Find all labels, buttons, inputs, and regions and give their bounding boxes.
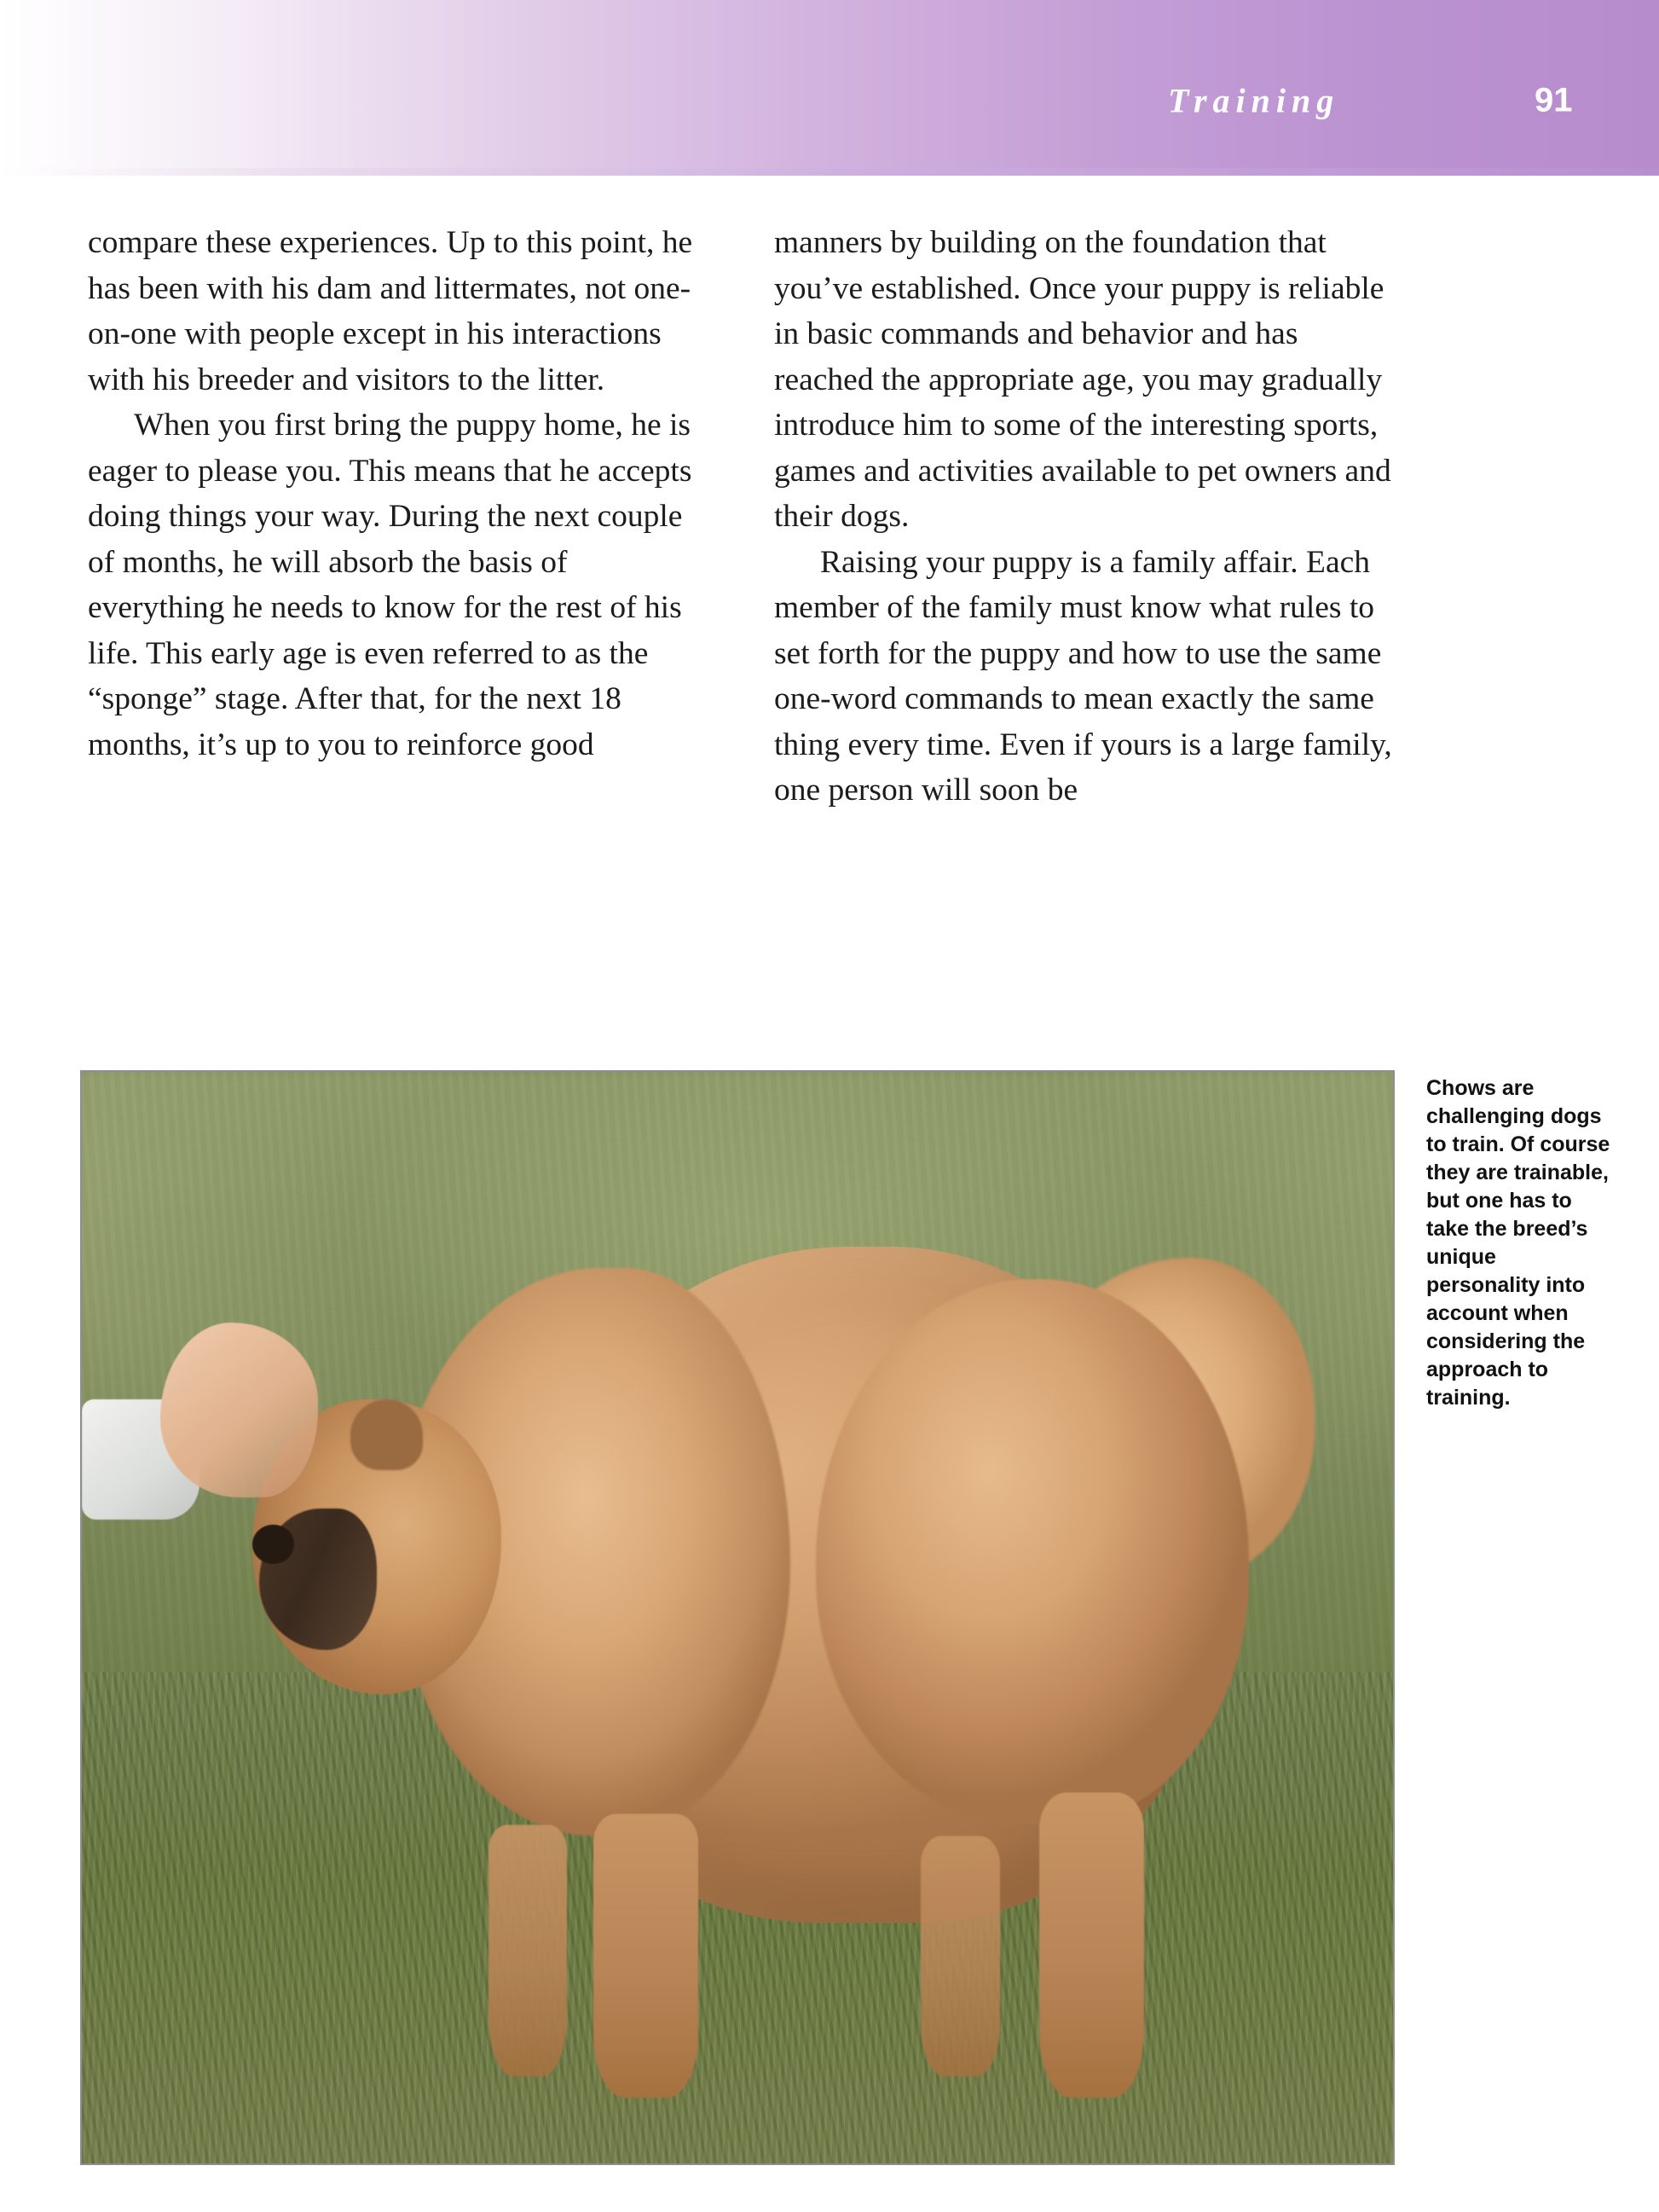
body-text-columns bbox=[88, 220, 1392, 814]
page-number: 91 bbox=[1535, 81, 1573, 119]
dog-front-leg-far bbox=[488, 1825, 567, 2076]
dog-front-leg-near bbox=[593, 1814, 698, 2098]
dog-nose bbox=[252, 1525, 294, 1564]
photo-content bbox=[82, 1072, 1393, 2163]
paragraph: When you first bring the puppy home, he is eager to please you. This means that he accepts doing things your way. During the next couple of months, he will absorb the basis of everything he needs to know for the rest of his life. This early age is even referred to as the “sponge” stage. After that, for the next 18 months, it’s up to you to reinforce good bbox=[88, 408, 692, 762]
figure-caption: Chows are challenging dogs to train. Of course they are trainable, but one has to take the breed’s unique personality into account when considering the approach to training. bbox=[1426, 1076, 1610, 1410]
person-hand bbox=[160, 1323, 318, 1497]
page-header-underline bbox=[0, 168, 1659, 176]
page-header-section-title: Training bbox=[1168, 81, 1340, 120]
body-text-column-left bbox=[88, 220, 706, 814]
dog-hind-leg-near bbox=[1039, 1792, 1144, 2098]
dog-hind-leg-far bbox=[921, 1836, 999, 2076]
page-header-band bbox=[0, 0, 1659, 168]
paragraph: compare these experiences. Up to this point, he has been with his dam and littermates, not one-on-one with people except in his interactions with his breeder and visitors to the litter. bbox=[88, 225, 693, 397]
body-text-column-right bbox=[774, 220, 1392, 814]
paragraph: manners by building on the foundation that you’ve established. Once your puppy is reliable in basic commands and behavior and has reached the appropriate age, you may gradually introduce him to some of the interesting sports, games and activities available to pet owners and their dogs. bbox=[774, 225, 1391, 534]
dog-rump bbox=[816, 1279, 1249, 1825]
paragraph: Raising your puppy is a family affair. Each member of the family must know what rules to set forth for the puppy and how to use the same one-word commands to mean exactly the same thing every time. Even if yours is a large family, one person will soon be bbox=[774, 544, 1392, 808]
dog-ear bbox=[350, 1399, 423, 1470]
dog-figure bbox=[82, 1072, 1393, 2163]
chow-chow-photo bbox=[80, 1070, 1395, 2165]
